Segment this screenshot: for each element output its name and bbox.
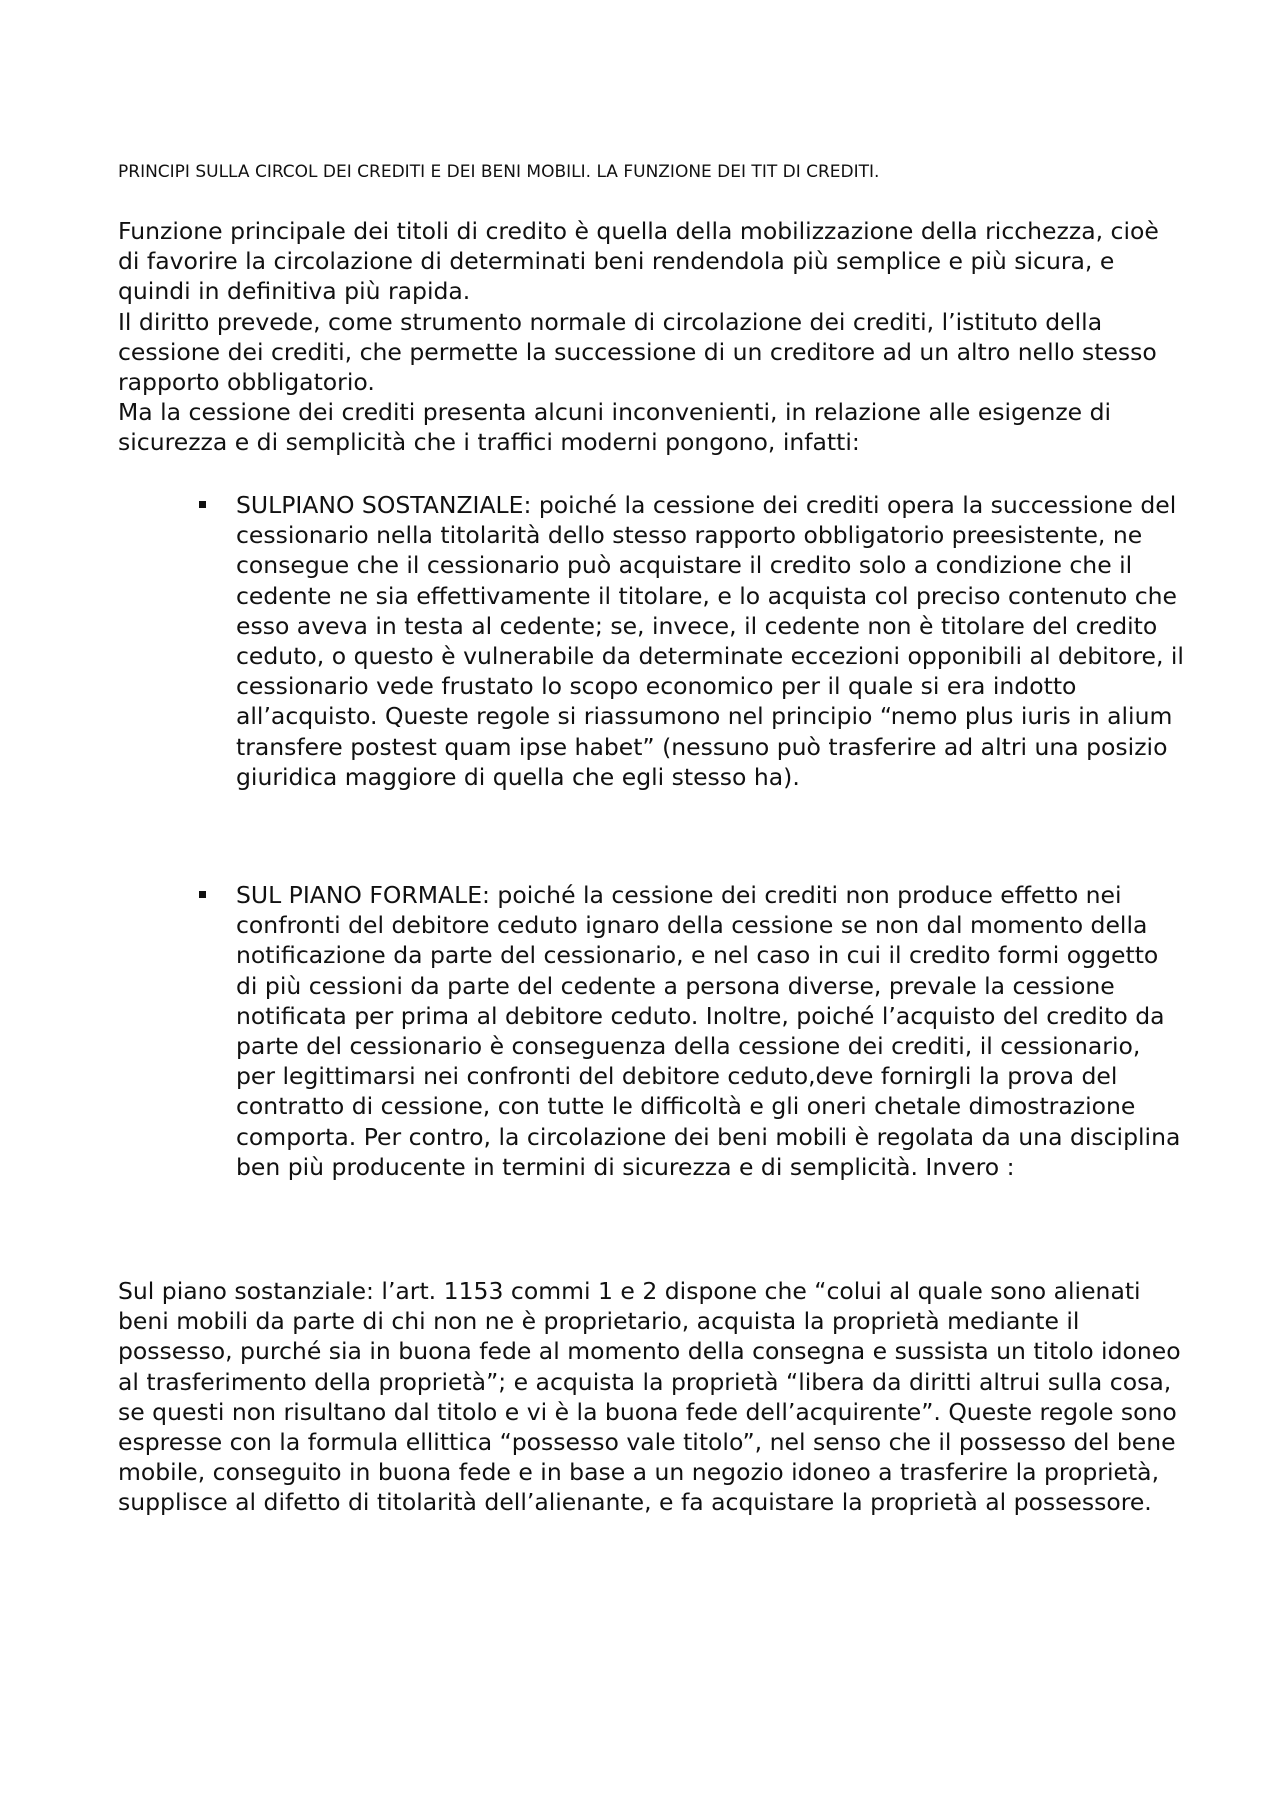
bullet-text: SUL PIANO FORMALE: poiché la cessione dei crediti non produce effetto nei confronti del debitore ceduto ignaro della cessione se non dal momento della notificazione da parte del cessionario, e nel caso in cui il credito formi oggetto di più cessioni da parte del cedente a persona diverse, prevale la cessione notificata per prima al debitore ceduto. Inoltre, poiché l’acquisto del credito da parte del cessionario è conseguenza della cessione dei crediti, il cessionario, per legittimarsi nei confronti del debitore ceduto,deve fornirgli la prova del contratto di cessione, con tutte le difficoltà e gli oneri chetale dimostrazione comporta. Per contro, la circolazione dei beni mobili è regolata da una disciplina ben più producente in termini di sicurezza e di semplicità. Invero : bbox=[236, 881, 1181, 1181]
intro-paragraph: Funzione principale dei titoli di credito è quella della mobilizzazione della ricchezza, cioè di favorire la circolazione di determinati beni rendendola più semplice e più sicura, e quindi in definitiva più rapida. bbox=[118, 217, 1159, 306]
document-title: PRINCIPI SULLA CIRCOL DEI CREDITI E DEI BENI MOBILI. LA FUNZIONE DEI TIT DI CREDITI. bbox=[118, 162, 880, 182]
intro-paragraph: Ma la cessione dei crediti presenta alcuni inconvenienti, in relazione alle esigenze di sicurezza e di semplicità che i traffici moderni pongono, infatti: bbox=[118, 398, 1112, 457]
square-bullet-icon bbox=[199, 501, 206, 508]
intro-paragraph: Il diritto prevede, come strumento normale di circolazione dei crediti, l’istituto della cessione dei crediti, che permette la successione di un creditore ad un altro nello stesso rapporto obbligatorio. bbox=[118, 307, 1157, 397]
bullet-text: SULPIANO SOSTANZIALE: poiché la cessione dei crediti opera la successione del cessionario nella titolarità dello stesso rapporto obbligatorio preesistente, ne consegue che il cessionario può acquistare il credito solo a condizione che il cedente ne sia effettivamente il titolare, e lo acquista col preciso contenuto che esso aveva in testa al cedente; se, invece, il cedente non è titolare del credito ceduto, o questo è vulnerabile da determinate eccezioni opponibili al debitore, il cessionario vede frustato lo scopo economico per il quale si era indotto all’acquisto. Queste regole si riassumono nel principio “nemo plus iuris in alium transfere postest quam ipse habet” (nessuno può trasferire ad altri una posizio giuridica maggiore di quella che egli stesso ha). bbox=[236, 491, 1184, 791]
intro-section bbox=[118, 216, 1178, 458]
closing-paragraph: Sul piano sostanziale: l’art. 1153 commi 1 e 2 dispone che “colui al quale sono alienati beni mobili da parte di chi non ne è proprietario, acquista la proprietà mediante il possesso, purché sia in buona fede al momento della consegna e sussista un titolo idoneo al trasferimento della proprietà”; e acquista la proprietà “libera da diritti altrui sulla cosa, se questi non risultano dal titolo e vi è la buona fede dell’acquirente”. Queste regole sono espresse con la formula ellittica “possesso vale titolo”, nel senso che il possesso del bene mobile, conseguito in buona fede e in base a un negozio idoneo a trasferire la proprietà, supplisce al difetto di titolarità dell’alienante, e fa acquistare la proprietà al possessore. bbox=[118, 1277, 1181, 1517]
square-bullet-icon bbox=[199, 891, 206, 898]
